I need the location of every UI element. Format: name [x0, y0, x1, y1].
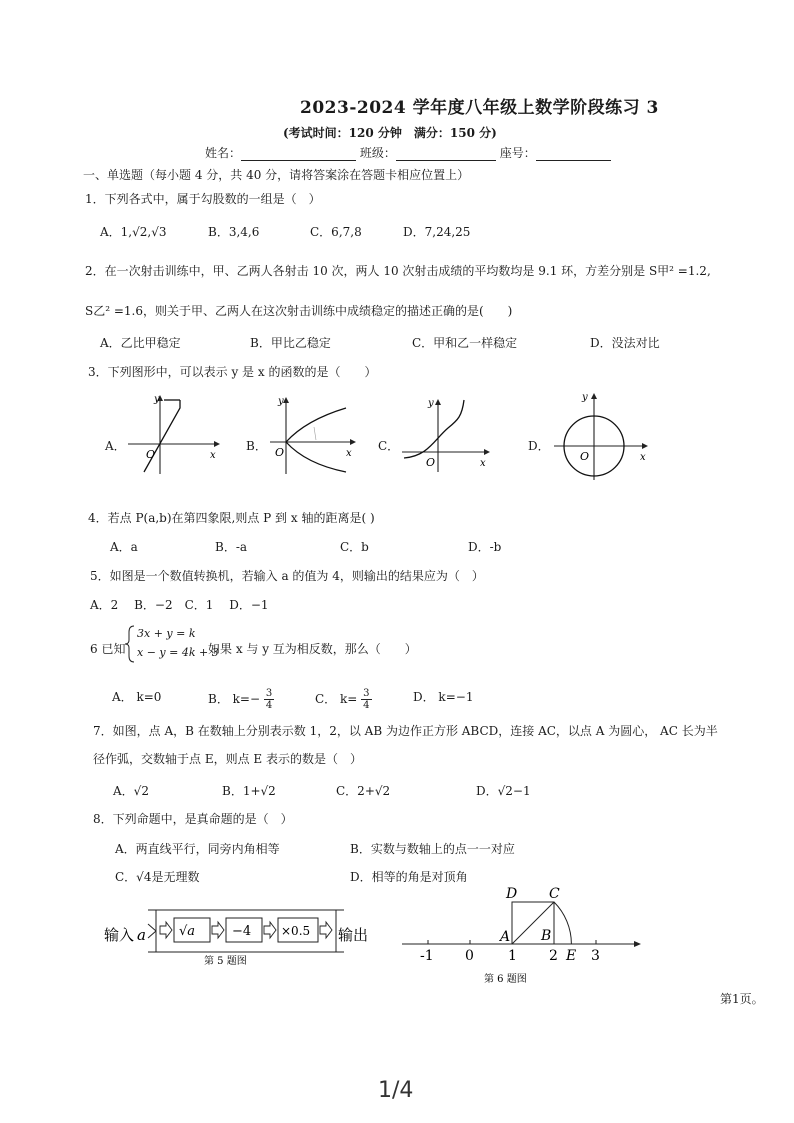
box-minus-label: −4 [232, 924, 252, 939]
q7-option-c: C．2+√2 [336, 784, 391, 798]
q6-option-c-fraction [361, 688, 371, 711]
q6-option-b-fraction [264, 688, 274, 711]
q7-option-b: B．1+√2 [222, 784, 276, 798]
q7-option-a: A．√2 [113, 784, 149, 798]
label-b: B [541, 928, 552, 944]
x-arrow-icon [484, 449, 490, 455]
tick-label: 1 [508, 948, 517, 964]
q6-option-a: A． k=0 [112, 690, 162, 704]
class-label: 班级： [359, 146, 396, 160]
q6-brace-icon [124, 624, 136, 664]
q1-option-c: C．6,7,8 [310, 225, 362, 239]
name-label: 姓名： [205, 146, 242, 160]
lower-branch [286, 442, 346, 472]
q3-option-b: B． [246, 439, 267, 453]
q6-prefix: 6 已知 [90, 642, 126, 656]
q6-equation-1: 3x + y = k [137, 627, 196, 640]
q4-stem: 4．若点 P(a,b)在第四象限,则点 P 到 x 轴的距离是( ) [88, 511, 375, 525]
q8-option-c: C．√4是无理数 [115, 870, 200, 884]
exam-title: 2023-2024 学年度八年级上数学阶段练习 3 [300, 98, 659, 118]
arrow-icon [160, 922, 172, 938]
q5-options: A．2 B．−2 C．1 D．−1 [90, 598, 269, 612]
y-label: y [428, 398, 434, 409]
section-heading: 一、单选题（每小题 4 分，共 40 分，请将答案涂在答题卡相应位置上） [83, 168, 470, 182]
q4-option-a: A．a [110, 540, 138, 554]
exam-info: (考试时间：120 分钟 满分：150 分) [283, 126, 497, 140]
fraction-denominator: 4 [363, 700, 370, 711]
fraction-denominator: 4 [265, 700, 273, 711]
tick-label: 3 [591, 948, 600, 964]
x-label: x [210, 450, 216, 461]
q8-option-a: A．两直线平行，同旁内角相等 [115, 842, 280, 856]
upper-branch [286, 408, 346, 442]
y-arrow-icon [283, 397, 289, 403]
input-label: 输入 [104, 926, 135, 944]
q6-equation-2: x − y = 4k + 3 [137, 646, 219, 659]
x-label: x [480, 458, 486, 469]
q8-option-d: D．相等的角是对顶角 [350, 870, 468, 884]
label-d: D [506, 886, 518, 902]
left-funnel [148, 910, 156, 952]
arrow-icon [212, 922, 224, 938]
q8-stem: 8．下列命题中，是真命题的是（ ） [93, 812, 293, 826]
label-a: A [500, 929, 511, 945]
x-label: x [346, 448, 352, 459]
seat-blank [536, 148, 611, 161]
q6-option-b [208, 688, 274, 711]
q3-graph-b [266, 394, 358, 474]
q1-option-a: A．1,√2,√3 [100, 225, 167, 239]
q5-stem: 5．如图是一个数值转换机，若输入 a 的值为 4，则输出的结果应为（ ） [90, 569, 484, 583]
student-info-fields [205, 144, 611, 161]
tick-label: -1 [420, 948, 434, 964]
q2-option-c: C．甲和乙一样稳定 [412, 336, 518, 350]
q1-option-b: B．3,4,6 [208, 225, 260, 239]
arc-ae [554, 902, 571, 944]
page-indicator: 1/4 [378, 1078, 414, 1103]
curve [404, 400, 464, 458]
arrow-icon [634, 941, 641, 947]
x-arrow-icon [642, 443, 648, 449]
y-arrow-icon [591, 393, 597, 399]
input-var: a [137, 926, 146, 944]
q6-option-c [315, 688, 372, 711]
arrow-icon [320, 922, 332, 938]
x-label: x [640, 452, 646, 463]
q2-stem-line1: 2．在一次射击训练中，甲、乙两人各射击 10 次，两人 10 次射击成绩的平均数均是 9.1 环，方差分别是 S甲² =1.2, [85, 264, 711, 278]
q3-option-c: C． [378, 439, 400, 453]
figure6-number-line [398, 878, 648, 988]
q4-option-b: B．-a [215, 540, 248, 554]
q2-option-d: D．没法对比 [590, 336, 660, 350]
figure5-converter [104, 904, 384, 966]
q7-stem-line1: 7．如图，点 A，B 在数轴上分别表示数 1，2，以 AB 为边作正方形 ABCD，连接 AC，以点 A 为圆心， AC 长为半 [93, 724, 718, 738]
name-blank [241, 148, 356, 161]
box-times-label: ×0.5 [281, 924, 311, 938]
y-label: y [582, 392, 588, 403]
page-footer: 第1页。 [720, 992, 764, 1006]
y-label: y [278, 396, 284, 407]
fraction-numerator: 3 [363, 688, 370, 699]
q3-option-a: A． [105, 439, 126, 453]
label-c: C [549, 886, 560, 902]
tick-label: 2 [549, 948, 558, 964]
q3-graph-d [552, 390, 648, 482]
arrow-icon [264, 922, 276, 938]
origin-label: O [580, 450, 590, 463]
q6-option-b-prefix: B． k=− [208, 692, 261, 706]
q2-stem-line2: S乙² =1.6，则关于甲、乙两人在这次射击训练中成绩稳定的描述正确的是( ) [85, 304, 513, 318]
q3-graph-a [124, 394, 220, 474]
y-arrow-icon [435, 399, 441, 405]
q2-option-b: B．甲比乙稳定 [250, 336, 331, 350]
stray-mark [314, 427, 316, 440]
q6-option-d: D． k=−1 [413, 690, 474, 704]
seat-label: 座号： [499, 146, 536, 160]
q4-option-d: D．-b [468, 540, 502, 554]
q2-option-a: A．乙比甲稳定 [100, 336, 181, 350]
q7-stem-line2: 径作弧，交数轴于点 E，则点 E 表示的数是（ ） [93, 752, 362, 766]
output-label: 输出 [338, 926, 369, 944]
q3-graph-c [398, 394, 494, 474]
figure6-caption: 第 6 题图 [484, 974, 527, 985]
origin-label: O [146, 448, 156, 461]
origin-label: O [275, 446, 285, 459]
fraction-numerator: 3 [265, 688, 273, 699]
q6-option-c-prefix: C． k= [315, 692, 358, 706]
q3-option-d: D． [528, 439, 550, 453]
q1-stem: 1．下列各式中，属于勾股数的一组是（ ） [85, 192, 321, 206]
box-sqrt-label: √a [179, 924, 196, 939]
origin-label: O [426, 456, 436, 469]
q3-stem: 3．下列图形中，可以表示 y 是 x 的函数的是（ ） [88, 365, 377, 379]
q7-option-d: D．√2−1 [476, 784, 531, 798]
x-arrow-icon [350, 439, 356, 445]
class-blank [396, 148, 496, 161]
figure5-caption: 第 5 题图 [204, 956, 247, 966]
x-arrow-icon [214, 441, 220, 447]
q4-option-c: C．b [340, 540, 369, 554]
tick-label: 0 [465, 948, 474, 964]
q1-option-d: D．7,24,25 [403, 225, 471, 239]
q6-suffix: 如果 x 与 y 互为相反数，那么（ ） [208, 642, 417, 656]
label-e: E [566, 948, 577, 964]
y-label: y [154, 394, 160, 405]
curve [144, 400, 180, 472]
q8-option-b: B．实数与数轴上的点一一对应 [350, 842, 515, 856]
